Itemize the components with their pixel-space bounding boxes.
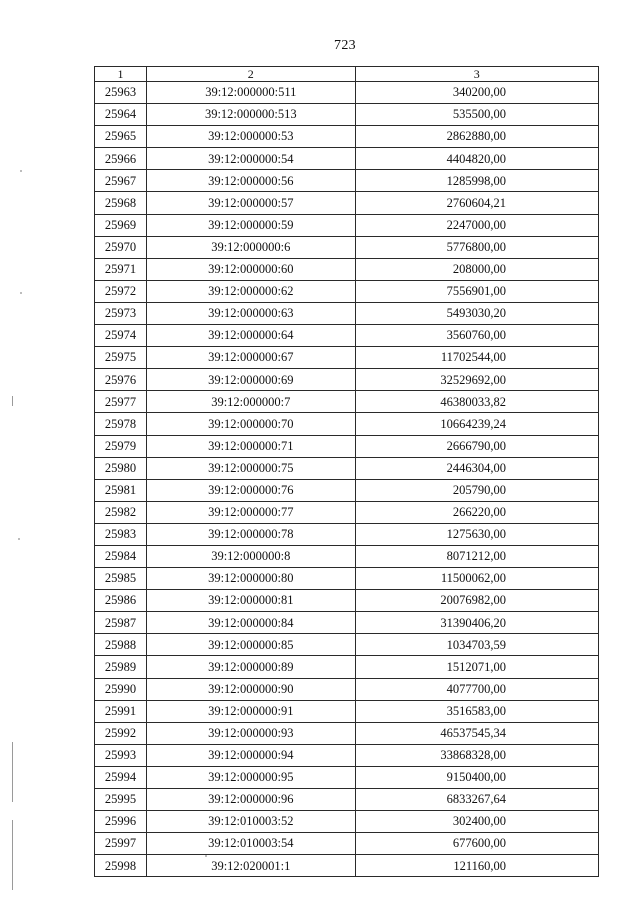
table-row [95,170,599,192]
cadastral-number-cell: 39:12:000000:78 [147,523,355,545]
table-row [95,280,599,302]
table-row [95,148,599,170]
table-header [95,67,599,82]
table-row [95,678,599,700]
scan-artifact [20,292,22,294]
row-number-cell: 25993 [95,744,147,766]
row-number-cell: 25989 [95,656,147,678]
value-cell: 11702544,00 [355,347,599,369]
table-row [95,766,599,788]
row-number-cell: 25965 [95,126,147,148]
row-number-cell: 25985 [95,568,147,590]
table-row [95,104,599,126]
table-row [95,590,599,612]
table-row [95,258,599,280]
table-row [95,811,599,833]
row-number-cell: 25971 [95,258,147,280]
row-number-cell: 25976 [95,369,147,391]
row-number-cell: 25995 [95,789,147,811]
table-row [95,214,599,236]
value-cell: 32529692,00 [355,369,599,391]
row-number-cell: 25982 [95,501,147,523]
value-cell: 2247000,00 [355,214,599,236]
row-number-cell: 25980 [95,457,147,479]
value-cell: 2666790,00 [355,435,599,457]
table-row [95,236,599,258]
row-number-cell: 25974 [95,325,147,347]
row-number-cell: 25970 [95,236,147,258]
column-header-2: 2 [147,67,355,82]
row-number-cell: 25997 [95,833,147,855]
table-row [95,391,599,413]
row-number-cell: 25987 [95,612,147,634]
cadastral-number-cell: 39:12:000000:8 [147,545,355,567]
row-number-cell: 25969 [95,214,147,236]
row-number-cell: 25984 [95,545,147,567]
value-cell: 2760604,21 [355,192,599,214]
table-row [95,545,599,567]
cadastral-number-cell: 39:12:000000:84 [147,612,355,634]
value-cell: 2446304,00 [355,457,599,479]
scan-artifact [18,538,20,540]
cadastral-number-cell: 39:12:020001:1 [147,855,355,877]
column-header-1: 1 [95,67,147,82]
value-cell: 340200,00 [355,82,599,104]
value-cell: 31390406,20 [355,612,599,634]
table-row [95,325,599,347]
row-number-cell: 25992 [95,722,147,744]
value-cell: 20076982,00 [355,590,599,612]
value-cell: 9150400,00 [355,766,599,788]
cadastral-number-cell: 39:12:000000:96 [147,789,355,811]
row-number-cell: 25991 [95,700,147,722]
row-number-cell: 25990 [95,678,147,700]
table-body [95,82,599,877]
row-number-cell: 25978 [95,413,147,435]
cadastral-number-cell: 39:12:000000:93 [147,722,355,744]
value-cell: 46537545,34 [355,722,599,744]
cadastral-number-cell: 39:12:000000:64 [147,325,355,347]
value-cell: 46380033,82 [355,391,599,413]
value-cell: 3560760,00 [355,325,599,347]
value-cell: 121160,00 [355,855,599,877]
cadastral-number-cell: 39:12:010003:52 [147,811,355,833]
value-cell: 4404820,00 [355,148,599,170]
row-number-cell: 25977 [95,391,147,413]
value-cell: 1285998,00 [355,170,599,192]
cadastral-number-cell: 39:12:000000:81 [147,590,355,612]
table-row [95,479,599,501]
table-row [95,82,599,104]
row-number-cell: 25966 [95,148,147,170]
cadastral-number-cell: 39:12:000000:67 [147,347,355,369]
value-cell: 208000,00 [355,258,599,280]
cadastral-number-cell: 39:12:000000:80 [147,568,355,590]
cadastral-number-cell: 39:12:000000:76 [147,479,355,501]
row-number-cell: 25963 [95,82,147,104]
cadastral-number-cell: 39:12:000000:77 [147,501,355,523]
row-number-cell: 25986 [95,590,147,612]
table-row [95,612,599,634]
cadastral-number-cell: 39:12:000000:54 [147,148,355,170]
table-row [95,568,599,590]
cadastral-number-cell: 39:12:000000:513 [147,104,355,126]
value-cell: 5493030,20 [355,302,599,324]
cadastral-number-cell: 39:12:000000:63 [147,302,355,324]
value-cell: 205790,00 [355,479,599,501]
cadastral-number-cell: 39:12:000000:53 [147,126,355,148]
cadastral-number-cell: 39:12:000000:56 [147,170,355,192]
row-number-cell: 25994 [95,766,147,788]
cadastral-number-cell: 39:12:000000:59 [147,214,355,236]
value-cell: 1512071,00 [355,656,599,678]
table-row [95,744,599,766]
value-cell: 11500062,00 [355,568,599,590]
row-number-cell: 25988 [95,634,147,656]
cadastral-number-cell: 39:12:000000:511 [147,82,355,104]
row-number-cell: 25983 [95,523,147,545]
cadastral-number-cell: 39:12:000000:57 [147,192,355,214]
table-row [95,302,599,324]
table-row [95,369,599,391]
scan-artifact [12,396,13,406]
row-number-cell: 25972 [95,280,147,302]
value-cell: 1034703,59 [355,634,599,656]
cadastral-number-cell: 39:12:000000:91 [147,700,355,722]
value-cell: 2862880,00 [355,126,599,148]
row-number-cell: 25981 [95,479,147,501]
scan-artifact [12,742,13,802]
value-cell: 7556901,00 [355,280,599,302]
row-number-cell: 25967 [95,170,147,192]
value-cell: 33868328,00 [355,744,599,766]
value-cell: 10664239,24 [355,413,599,435]
cadastral-number-cell: 39:12:000000:7 [147,391,355,413]
cadastral-number-cell: 39:12:000000:75 [147,457,355,479]
table-row [95,656,599,678]
table-row [95,789,599,811]
table-row [95,501,599,523]
cadastral-number-cell: 39:12:000000:70 [147,413,355,435]
cadastral-number-cell: 39:12:000000:62 [147,280,355,302]
cadastral-number-cell: 39:12:000000:71 [147,435,355,457]
table-row [95,855,599,877]
value-cell: 535500,00 [355,104,599,126]
table-row [95,126,599,148]
table-row [95,634,599,656]
table-row [95,722,599,744]
scan-artifact [12,820,13,890]
value-cell: 1275630,00 [355,523,599,545]
cadastral-number-cell: 39:12:000000:60 [147,258,355,280]
table-row [95,457,599,479]
cadastral-number-cell: 39:12:000000:90 [147,678,355,700]
row-number-cell: 25979 [95,435,147,457]
table-row [95,435,599,457]
table-row [95,413,599,435]
value-cell: 4077700,00 [355,678,599,700]
row-number-cell: 25964 [95,104,147,126]
table-row [95,347,599,369]
cadastral-number-cell: 39:12:000000:85 [147,634,355,656]
header-row [95,67,599,82]
row-number-cell: 25973 [95,302,147,324]
page-number: 723 [334,38,356,53]
column-header-3: 3 [355,67,599,82]
table-row [95,700,599,722]
table-row [95,833,599,855]
cadastral-number-cell: 39:12:000000:89 [147,656,355,678]
row-number-cell: 25975 [95,347,147,369]
cadastral-number-cell: 39:12:010003:54 [147,833,355,855]
value-cell: 6833267,64 [355,789,599,811]
value-cell: 266220,00 [355,501,599,523]
value-cell: 302400,00 [355,811,599,833]
registry-table [94,66,599,877]
row-number-cell: 25998 [95,855,147,877]
row-number-cell: 25968 [95,192,147,214]
value-cell: 5776800,00 [355,236,599,258]
scan-artifact [205,855,207,857]
value-cell: 8071212,00 [355,545,599,567]
cadastral-number-cell: 39:12:000000:94 [147,744,355,766]
value-cell: 677600,00 [355,833,599,855]
value-cell: 3516583,00 [355,700,599,722]
table-row [95,523,599,545]
row-number-cell: 25996 [95,811,147,833]
scan-artifact [20,170,22,172]
cadastral-number-cell: 39:12:000000:6 [147,236,355,258]
cadastral-number-cell: 39:12:000000:95 [147,766,355,788]
cadastral-number-cell: 39:12:000000:69 [147,369,355,391]
table-row [95,192,599,214]
